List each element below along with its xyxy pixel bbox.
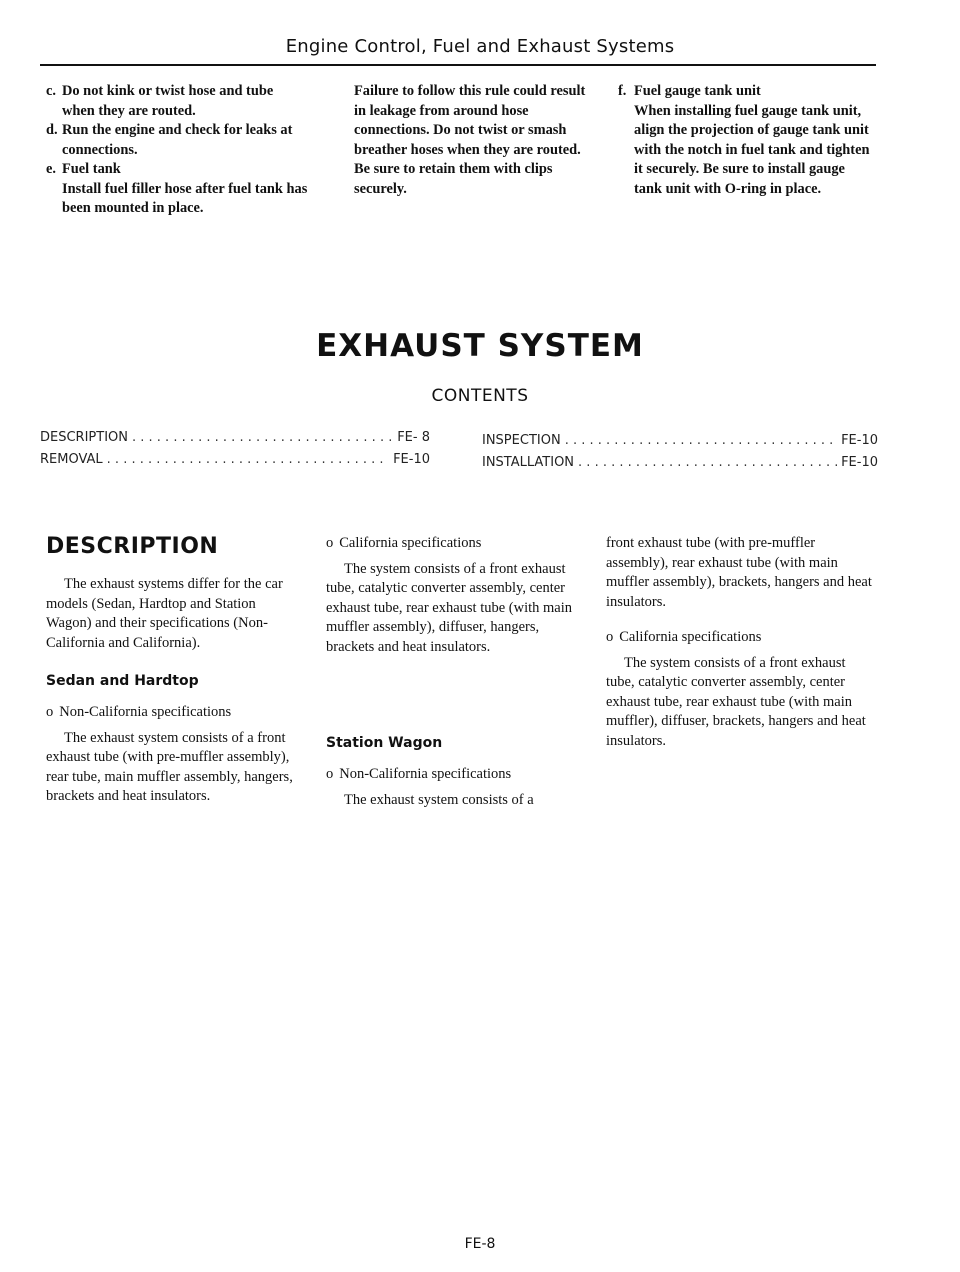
wagon-non-ca-text-start: The exhaust system consists of a	[344, 791, 534, 808]
list-text: Fuel tank	[62, 161, 121, 177]
list-text: Install fuel filler hose after fuel tank has been mounted in place.	[62, 180, 308, 216]
toc-page: FE- 8	[397, 430, 430, 445]
toc-name: DESCRIPTION	[40, 430, 128, 445]
section-title: EXHAUST SYSTEM	[316, 328, 644, 364]
bullet-marker: o	[606, 629, 614, 645]
bullet-label: California specifications	[619, 629, 762, 645]
toc-page: FE-10	[841, 455, 878, 470]
list-item-d	[46, 121, 308, 160]
bullet-marker: o	[46, 704, 54, 720]
top-left-column	[46, 82, 308, 219]
toc-leader-dots	[565, 433, 837, 448]
list-text: Do not kink or twist hose and tube when they are routed.	[62, 83, 274, 119]
list-item-f	[618, 82, 876, 199]
list-label: e.	[46, 161, 56, 177]
toc-page: FE-10	[393, 452, 430, 467]
bullet-label: California specifications	[339, 535, 482, 551]
wagon-ca-text: The system consists of a front exhaust tube, catalytic converter assembly, center exhaust tube, rear exhaust tube (with main muffler), diffuser, brackets, hangers and heat insulators.	[606, 654, 866, 749]
toc-page: FE-10	[841, 433, 878, 448]
bullet-marker: o	[326, 535, 334, 551]
sedan-ca-bullet	[326, 534, 586, 554]
bullet-label: Non-California specifications	[339, 766, 512, 782]
toc-leader-dots	[107, 452, 389, 467]
list-item-e	[46, 160, 308, 180]
bullet-marker: o	[326, 766, 334, 782]
description-column-2	[326, 534, 586, 810]
running-head: Engine Control, Fuel and Exhaust Systems	[285, 36, 675, 57]
sedan-hardtop-heading: Sedan and Hardtop	[46, 673, 199, 689]
description-column-3	[606, 534, 876, 751]
list-item-c	[46, 82, 308, 121]
wagon-ca-bullet	[606, 628, 876, 648]
sedan-non-ca-text: The exhaust system consists of a front exhaust tube (with pre-muffler assembly), rear tube, main muffler assembly, hangers, brackets and heat insulators.	[46, 729, 293, 804]
description-intro: The exhaust systems differ for the car models (Sedan, Hardtop and Station Wagon) and their specifications (Non-California and California).	[46, 576, 283, 651]
toc-name: INSTALLATION	[482, 455, 575, 470]
warning-paragraph: Failure to follow this rule could result in leakage from around hose connections. Do not twist or smash breather hoses when they are routed. Be sure to retain them with clips securely.	[354, 83, 586, 197]
toc-entry-inspection[interactable]	[482, 433, 878, 448]
contents-title: CONTENTS	[431, 386, 529, 406]
sedan-non-ca-bullet	[46, 703, 296, 723]
list-item-e-detail	[46, 180, 308, 219]
header-rule	[40, 64, 876, 66]
bullet-label: Non-California specifications	[59, 704, 232, 720]
toc-leader-dots	[578, 455, 837, 470]
list-text: When installing fuel gauge tank unit, align the projection of gauge tank unit with the notch in fuel tank and tighten it securely. Be sure to install gauge tank unit with O-ring in place.	[634, 102, 870, 197]
wagon-non-ca-text-cont: front exhaust tube (with pre-muffler assembly), rear exhaust tube (with main muffler assembly), brackets, hangers and heat insulators.	[606, 535, 872, 610]
list-heading: Fuel gauge tank unit	[634, 83, 761, 99]
station-wagon-heading: Station Wagon	[326, 735, 443, 751]
toc-name: REMOVAL	[40, 452, 103, 467]
wagon-non-ca-bullet	[326, 765, 586, 785]
description-heading: DESCRIPTION	[46, 534, 219, 559]
page-number: FE-8	[464, 1236, 496, 1252]
toc-leader-dots	[132, 430, 393, 445]
description-column-1	[46, 534, 296, 807]
toc-entry-removal[interactable]	[40, 452, 430, 467]
top-middle-column	[354, 82, 592, 199]
list-text: Run the engine and check for leaks at connections.	[62, 122, 293, 158]
list-label: c.	[46, 83, 56, 99]
list-label: f.	[618, 83, 627, 99]
sedan-ca-text: The system consists of a front exhaust tube, catalytic converter assembly, center exhaust tube, rear exhaust tube (with main muffler assembly), diffuser, hangers, brackets and heat insulators.	[326, 560, 573, 655]
toc-entry-installation[interactable]	[482, 455, 878, 470]
toc-name: INSPECTION	[482, 433, 561, 448]
list-label: d.	[46, 122, 58, 138]
top-right-column	[618, 82, 876, 199]
toc-entry-description[interactable]	[40, 430, 430, 445]
